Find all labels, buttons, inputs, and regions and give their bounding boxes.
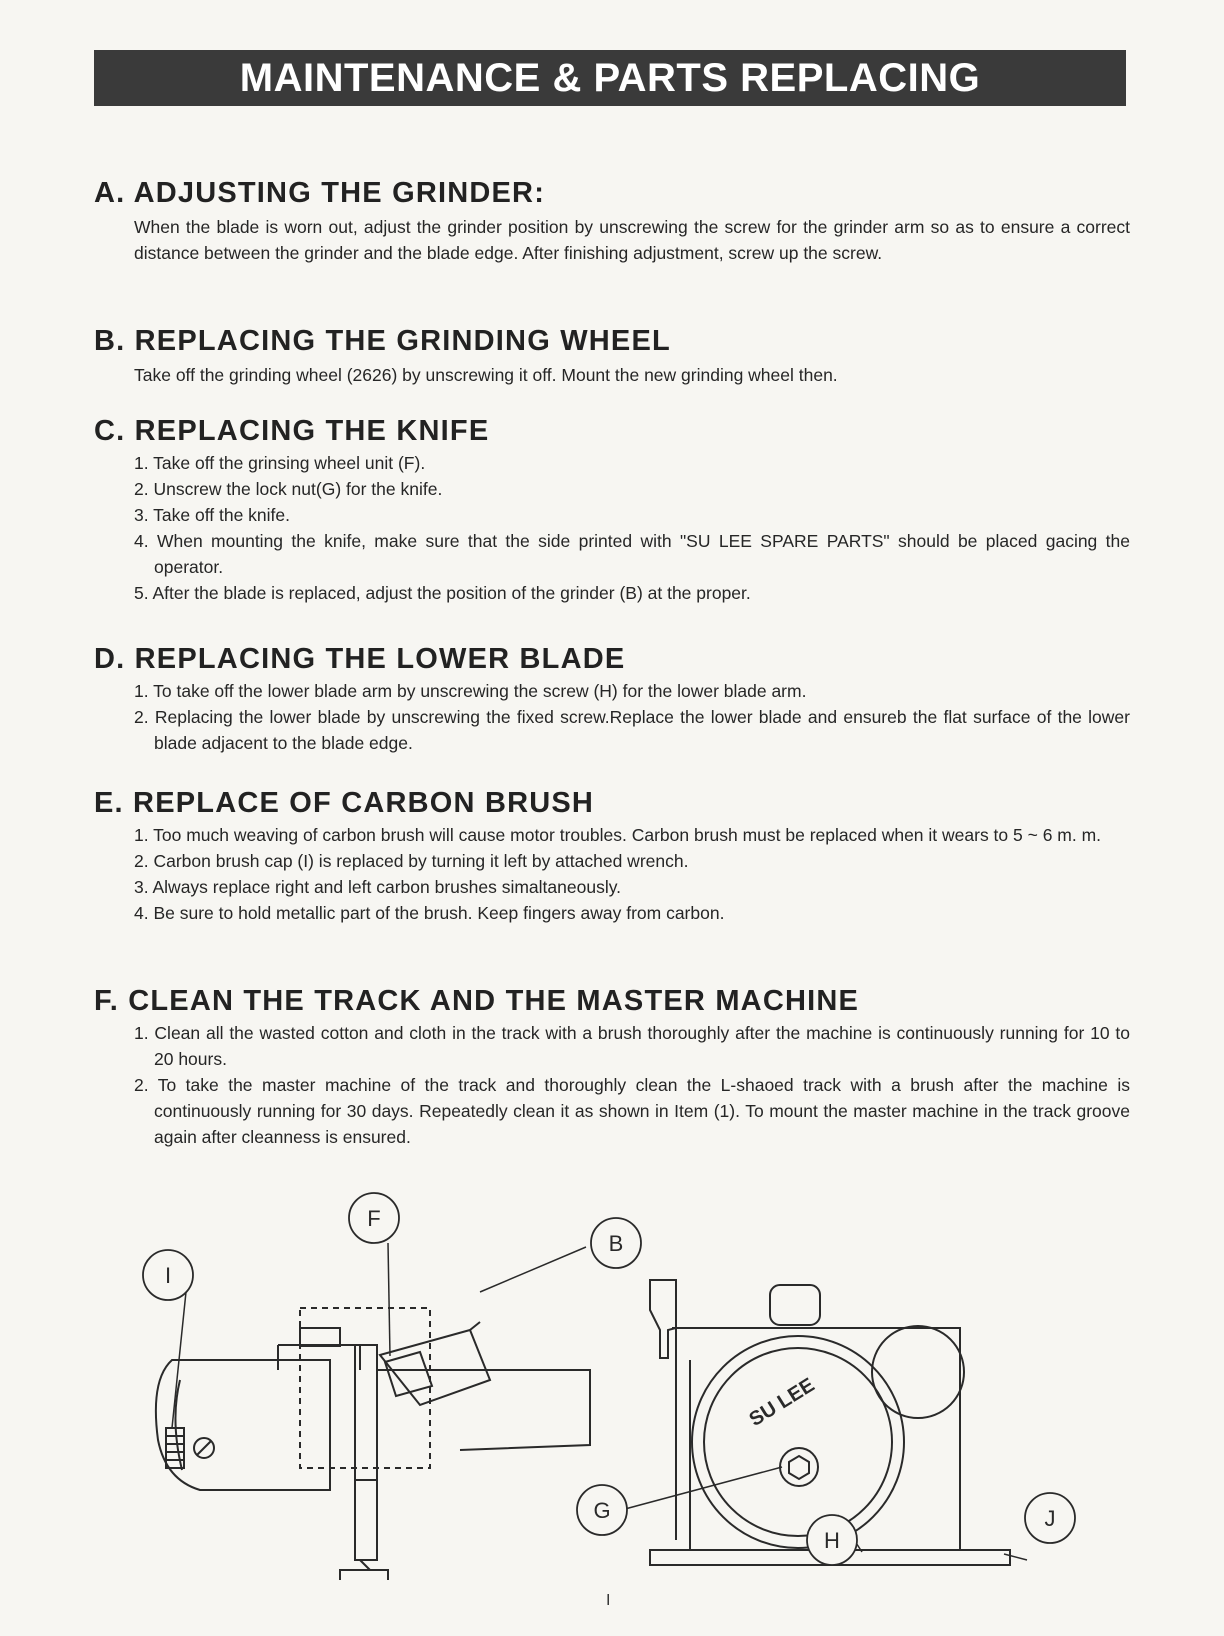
page-title: MAINTENANCE & PARTS REPLACING bbox=[94, 50, 1126, 106]
step-list bbox=[134, 822, 1130, 926]
svg-text:B: B bbox=[608, 1231, 624, 1256]
section-replacing-knife bbox=[94, 414, 1130, 606]
side-wheel bbox=[872, 1326, 964, 1418]
base-foot bbox=[340, 1570, 388, 1580]
upper-housing bbox=[278, 1345, 360, 1370]
step-list bbox=[134, 1020, 1130, 1150]
list-item: 1. Too much weaving of carbon brush will cause motor troubles. Carbon brush must be replaced when it wears to 5 ~ 6 m. m. bbox=[134, 825, 1102, 845]
callout-g bbox=[577, 1485, 627, 1535]
section-heading: A. ADJUSTING THE GRINDER: bbox=[94, 177, 546, 209]
callout-h bbox=[807, 1515, 857, 1565]
section-heading: C. REPLACING THE KNIFE bbox=[94, 415, 490, 447]
section-replacing-lower-blade bbox=[94, 642, 1130, 756]
page-number: I bbox=[606, 1592, 611, 1609]
svg-text:H: H bbox=[824, 1528, 840, 1553]
right-housing bbox=[672, 1328, 960, 1550]
carbon-brush-cap bbox=[166, 1428, 184, 1468]
fork-bracket bbox=[650, 1280, 676, 1358]
section-paragraph: Take off the grinding wheel (2626) by unscrewing it off. Mount the new grinding wheel then. bbox=[134, 365, 838, 385]
list-item: 1. Clean all the wasted cotton and cloth in the track with a brush thoroughly after the machine is continuously running for 10 to 20 hours. bbox=[134, 1023, 1130, 1069]
motor-cap-line bbox=[175, 1380, 182, 1470]
svg-text:J: J bbox=[1044, 1506, 1056, 1531]
vertical-post bbox=[355, 1345, 377, 1560]
callout-j bbox=[1025, 1493, 1075, 1543]
section-clean-track bbox=[94, 984, 1130, 1150]
list-item: 2. Replacing the lower blade by unscrewing the fixed screw.Replace the lower blade and ensureb the flat surface of the lower blade adjacent to the blade edge. bbox=[134, 707, 1130, 753]
list-item: 2. Unscrew the lock nut(G) for the knife. bbox=[134, 479, 443, 499]
callout-i bbox=[143, 1250, 193, 1300]
list-item: 2. Carbon brush cap (I) is replaced by turning it left by attached wrench. bbox=[134, 851, 689, 871]
list-item: 4. When mounting the knife, make sure that the side printed with "SU LEE SPARE PARTS" should be placed gacing the operator. bbox=[134, 531, 1130, 577]
machine-diagram bbox=[0, 1180, 1224, 1580]
list-item: 4. Be sure to hold metallic part of the brush. Keep fingers away from carbon. bbox=[134, 903, 725, 923]
svg-text:I: I bbox=[164, 1263, 172, 1288]
list-item: 3. Always replace right and left carbon brushes simaltaneously. bbox=[134, 877, 622, 897]
step-list bbox=[134, 678, 1130, 756]
list-item: 5. After the blade is replaced, adjust the position of the grinder (B) at the proper. bbox=[134, 583, 751, 603]
svg-text:F: F bbox=[367, 1206, 381, 1231]
section-heading: F. CLEAN THE TRACK AND THE MASTER MACHINE bbox=[94, 985, 860, 1017]
section-carbon-brush bbox=[94, 786, 1130, 926]
svg-text:G: G bbox=[593, 1498, 611, 1523]
blade-marking: SU LEE bbox=[745, 1374, 819, 1431]
callout-f bbox=[349, 1193, 399, 1243]
grinder-unit-box bbox=[300, 1308, 430, 1468]
list-item: 3. Take off the knife. bbox=[134, 505, 290, 525]
lock-nut bbox=[780, 1448, 818, 1486]
step-list bbox=[134, 450, 1130, 606]
list-item: 2. To take the master machine of the track and thoroughly clean the L-shaoed track with a brush after the machine is continuously running for 30 days. Repeatedly clean it as shown in Item (1). To mount the master machine in the track groove again after cleanness is ensured. bbox=[134, 1075, 1130, 1147]
section-heading: E. REPLACE OF CARBON BRUSH bbox=[94, 787, 595, 819]
knob bbox=[770, 1285, 820, 1325]
section-heading: D. REPLACING THE LOWER BLADE bbox=[94, 643, 626, 675]
motor-body bbox=[156, 1360, 330, 1490]
section-heading: B. REPLACING THE GRINDING WHEEL bbox=[94, 325, 671, 357]
section-paragraph: When the blade is worn out, adjust the grinder position by unscrewing the screw for the grinder arm so as to ensure a correct distance between the grinder and the blade edge. After finishing adjustment, screw up the screw. bbox=[134, 217, 1130, 263]
section-adjusting-grinder bbox=[94, 176, 1130, 266]
list-item: 1. To take off the lower blade arm by unscrewing the screw (H) for the lower blade arm. bbox=[134, 681, 807, 701]
callout-b bbox=[591, 1218, 641, 1268]
grinder-head bbox=[380, 1330, 490, 1405]
section-replacing-grinding-wheel bbox=[94, 324, 1130, 388]
list-item: 1. Take off the grinsing wheel unit (F). bbox=[134, 453, 426, 473]
